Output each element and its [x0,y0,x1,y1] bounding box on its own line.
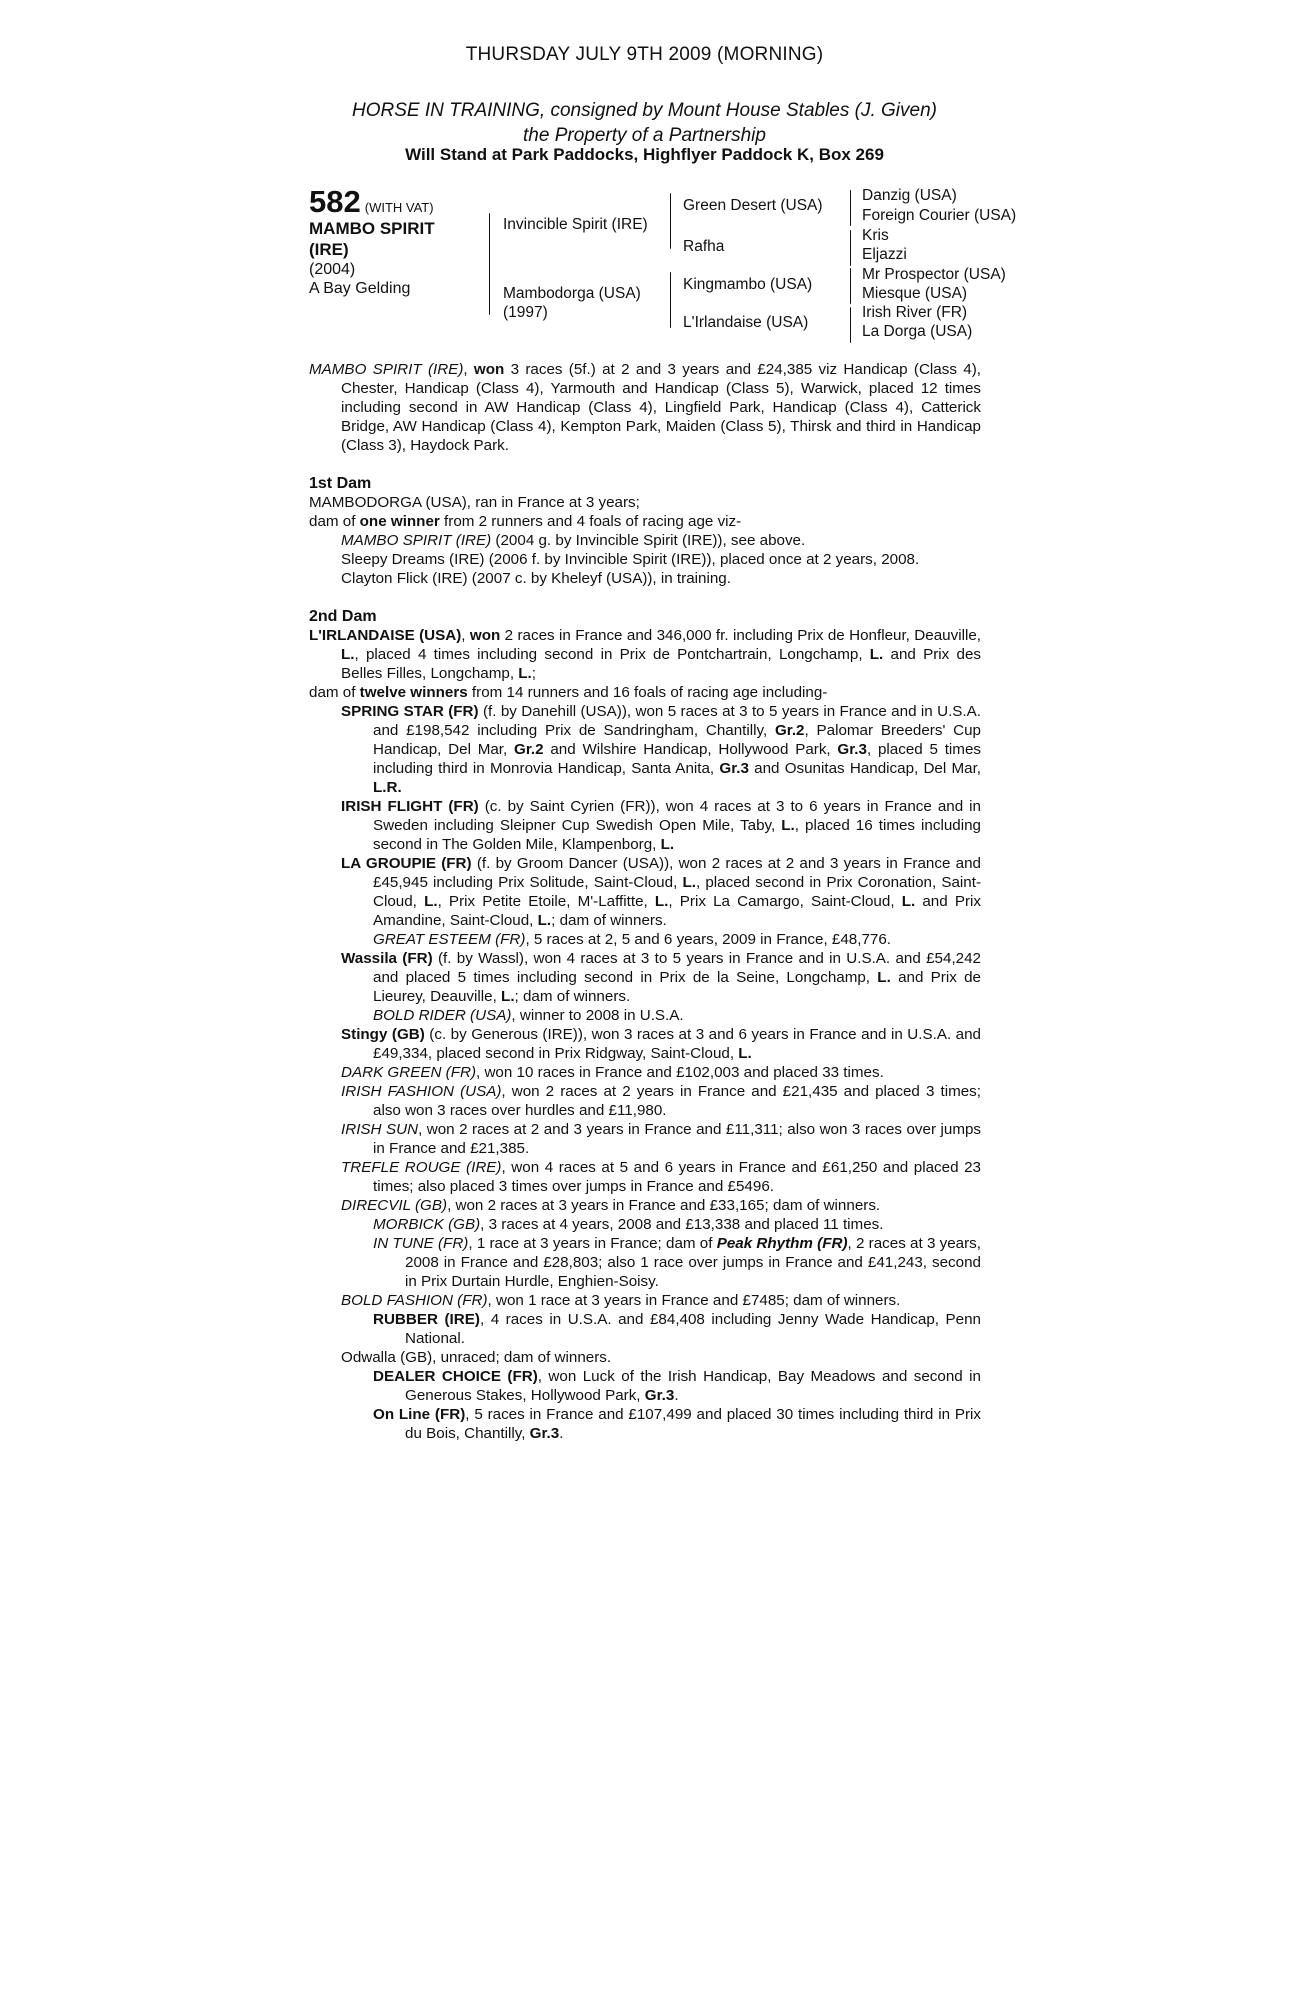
dam-year: (1997) [503,304,548,321]
list-item: Wassila (FR) (f. by Wassl), won 4 races at 3 to 5 years in France and in U.S.A. and £54,242 and placed 5 times including second in Prix de la Seine, Longchamp, L. and Prix de Lieurey, Deauville, L.; dam of winners. [341,950,981,1005]
grandsire-3: Mr Prospector (USA) [862,266,1006,283]
list-item: MAMBO SPIRIT (IRE) (2004 g. by Invincible Spirit (IRE)), see above. [341,532,806,549]
pedigree-bracket [850,190,851,226]
list-item: On Line (FR), 5 races in France and £107,499 and placed 30 times including third in Prix du Bois, Chantilly, Gr.3. [373,1406,981,1442]
horse-name-line1: MAMBO SPIRIT [309,219,435,238]
list-item: IRISH SUN, won 2 races at 2 and 3 years in France and £11,311; also won 3 races over jumps in France and £21,385. [341,1121,982,1157]
first-dam-record: MAMBODORGA (USA), ran in France at 3 years; [309,494,640,511]
list-item: SPRING STAR (FR) (f. by Danehill (USA)), won 5 races at 3 to 5 years in France and in U.S.A. and £198,542 including Prix de Sandringham, Chantilly, Gr.2, Palomar Breeders' Cup Handicap, Del Mar, Gr.2 and Wilshire Handicap, Hollywood Park, Gr.3, placed 5 times including third in Monrovia Handicap, Santa Anita, Gr.3 and Osunitas Handicap, Del Mar, L.R. [341,703,982,796]
lot-number: 582 [309,184,361,219]
consignor-line: HORSE IN TRAINING, consigned by Mount House Stables (J. Given) [352,100,937,121]
consignment-info [0,98,1289,148]
second-dam-record: L'IRLANDAISE (USA), won 2 races in France and 346,000 fr. including Prix de Honfleur, Deauville, L., placed 4 times including second in Prix de Pontchartrain, Longchamp, L. and Prix des Belles Filles, Longchamp, L.; [309,627,981,682]
list-item: DARK GREEN (FR), won 10 races in France and £102,003 and placed 33 times. [341,1064,884,1081]
second-dam-heading: 2nd Dam [309,608,377,625]
list-item: Clayton Flick (IRE) (2007 c. by Kheleyf (USA)), in training. [341,570,731,587]
pedigree-bracket [670,193,671,249]
list-item: DEALER CHOICE (FR), won Luck of the Irish Handicap, Bay Meadows and second in Generous Stakes, Hollywood Park, Gr.3. [373,1368,981,1404]
grandsire-4: Irish River (FR) [862,304,968,321]
pedigree-bracket [850,230,851,266]
list-item: IRISH FASHION (USA), won 2 races at 2 years in France and £21,435 and placed 3 times; also won 3 races over hurdles and £11,980. [341,1083,981,1119]
race-record: MAMBO SPIRIT (IRE), won 3 races (5f.) at 2 and 3 years and £24,385 viz Handicap (Class 4), Chester, Handicap (Class 4), Yarmouth and Handicap (Class 5), Warwick, placed 12 times including second in AW Handicap (Class 4), Lingfield Park, Handicap (Class 4), Catterick Bridge, AW Handicap (Class 4), Kempton Park, Maiden (Class 5), Thirsk and third in Handicap (Class 3), Haydock Park. [309,361,981,454]
list-item: Stingy (GB) (c. by Generous (IRE)), won 3 races at 3 and 6 years in France and in U.S.A. and £49,334, placed second in Prix Ridgway, Saint-Cloud, L. [341,1026,982,1062]
granddam-1: Foreign Courier (USA) [862,207,1017,224]
foaling-year: (2004) [309,261,356,278]
list-item: IN TUNE (FR), 1 race at 3 years in France; dam of Peak Rhythm (FR), 2 races at 3 years, 2008 in France and £28,803; also 1 race over jumps in France and £41,243, second in Prix Durtain Hurdle, Enghien-Soisy. [373,1235,981,1290]
pedigree-bracket [850,307,851,343]
list-item: BOLD RIDER (USA), winner to 2008 in U.S.A. [373,1007,684,1024]
list-item: IRISH FLIGHT (FR) (c. by Saint Cyrien (FR)), won 4 races at 3 to 6 years in France and in Sweden including Sleipner Cup Swedish Open Mile, Taby, L., placed 16 times including second in The Golden Mile, Klampenborg, L. [341,798,982,853]
lot-info [309,186,459,298]
granddam-4: La Dorga (USA) [862,323,973,340]
sire-sire: Green Desert (USA) [683,197,823,214]
first-dam-produce-summary: dam of one winner from 2 runners and 4 foals of racing age viz- [309,513,742,530]
list-item: GREAT ESTEEM (FR), 5 races at 2, 5 and 6 years, 2009 in France, £48,776. [373,931,892,948]
grandsire-1: Danzig (USA) [862,187,957,204]
horse-description: A Bay Gelding [309,280,411,297]
list-item: MORBICK (GB), 3 races at 4 years, 2008 and £13,338 and placed 11 times. [373,1216,884,1233]
horse-name-line2: (IRE) [309,240,349,259]
sale-date: THURSDAY JULY 9TH 2009 (MORNING) [465,44,824,65]
vat-note: (WITH VAT) [364,200,434,215]
granddam-2: Eljazzi [862,246,907,263]
second-dam-produce-summary: dam of twelve winners from 14 runners and 16 foals of racing age including- [309,684,828,701]
dam: Mambodorga (USA) [503,285,641,302]
list-item: BOLD FASHION (FR), won 1 race at 3 years in France and £7485; dam of winners. [341,1292,901,1309]
sire-dam: Rafha [683,238,725,255]
dam-sire: Kingmambo (USA) [683,276,813,293]
list-item: DIRECVIL (GB), won 2 races at 3 years in France and £33,165; dam of winners. [341,1197,881,1214]
property-line: the Property of a Partnership [523,125,766,146]
grandsire-2: Kris [862,227,889,244]
list-item: LA GROUPIE (FR) (f. by Groom Dancer (USA)), won 2 races at 2 and 3 years in France and £45,945 including Prix Solitude, Saint-Cloud, L., placed second in Prix Coronation, Saint-Cloud, L., Prix Petite Etoile, M'-Laffitte, L., Prix La Camargo, Saint-Cloud, L. and Prix Amandine, Saint-Cloud, L.; dam of winners. [341,855,982,929]
pedigree-bracket [489,213,490,315]
list-item: TREFLE ROUGE (IRE), won 4 races at 5 and 6 years in France and £61,250 and placed 23 times; also placed 3 times over jumps in France and £5496. [341,1159,982,1195]
sire: Invincible Spirit (IRE) [503,216,648,233]
pedigree-bracket [670,272,671,328]
list-item: RUBBER (IRE), 4 races in U.S.A. and £84,408 including Jenny Wade Handicap, Penn National. [373,1311,981,1347]
first-dam-heading: 1st Dam [309,475,372,492]
dam-dam: L'Irlandaise (USA) [683,314,809,331]
stand-location: Will Stand at Park Paddocks, Highflyer Paddock K, Box 269 [405,145,884,164]
list-item: Sleepy Dreams (IRE) (2006 f. by Invincible Spirit (IRE)), placed once at 2 years, 2008. [341,551,920,568]
pedigree-bracket [850,268,851,304]
list-item: Odwalla (GB), unraced; dam of winners. [341,1349,612,1366]
granddam-3: Miesque (USA) [862,285,968,302]
catalogue-text [309,360,981,1443]
